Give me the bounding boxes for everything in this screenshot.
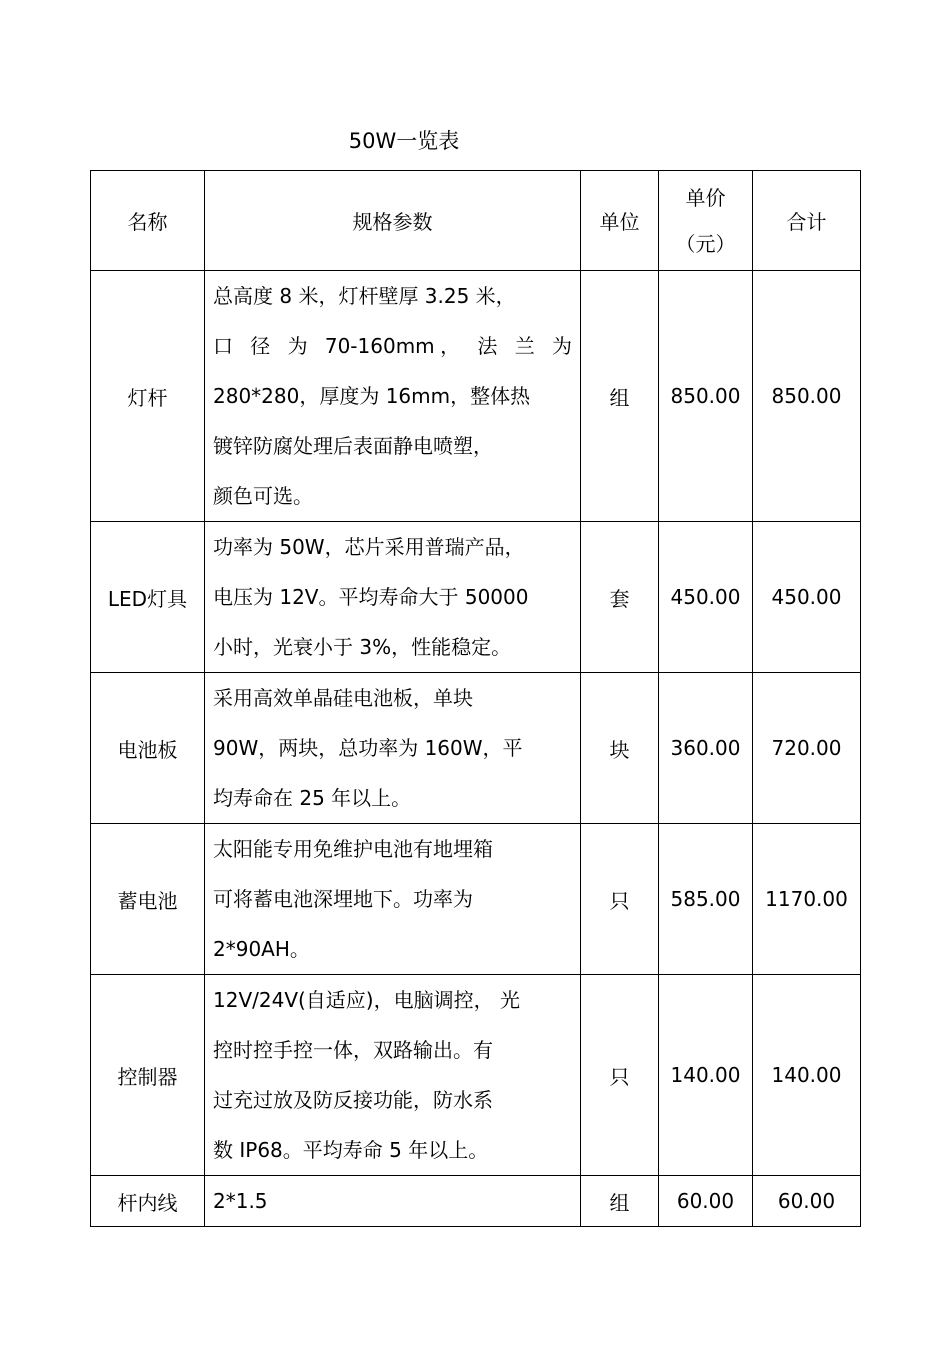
table-row xyxy=(91,271,861,522)
spec-line: 2*90AH。 xyxy=(213,937,310,961)
row-name: LED灯具 xyxy=(91,522,205,673)
row-unit: 组 xyxy=(581,271,659,522)
row-total: 140.00 xyxy=(753,975,861,1176)
row-spec xyxy=(205,1176,581,1227)
spec-line: 镀锌防腐处理后表面静电喷塑， xyxy=(213,434,493,458)
header-name: 名称 xyxy=(91,171,205,271)
row-price: 360.00 xyxy=(659,673,753,824)
header-price xyxy=(659,171,753,271)
spec-line: 90W，两块，总功率为 160W，平 xyxy=(213,736,523,760)
spec-line: 功率为 50W，芯片采用普瑞产品， xyxy=(213,535,525,559)
row-unit: 只 xyxy=(581,975,659,1176)
table-row xyxy=(91,824,861,975)
spec-line: 口 径 为 70-160mm， 法 兰 为 xyxy=(213,334,572,358)
row-spec xyxy=(205,673,581,824)
spec-line: 数 IP68。平均寿命 5 年以上。 xyxy=(213,1138,489,1162)
row-unit: 套 xyxy=(581,522,659,673)
header-price-line1: 单价 xyxy=(685,185,726,210)
row-name: 控制器 xyxy=(91,975,205,1176)
row-name: 杆内线 xyxy=(91,1176,205,1227)
table-row xyxy=(91,1176,861,1227)
row-price: 60.00 xyxy=(659,1176,753,1227)
row-unit: 组 xyxy=(581,1176,659,1227)
spec-line: 均寿命在 25 年以上。 xyxy=(213,786,412,810)
page-title: 50W一览表 xyxy=(348,129,460,153)
row-total: 450.00 xyxy=(753,522,861,673)
header-total: 合计 xyxy=(753,171,861,271)
spec-line: 电压为 12V。平均寿命大于 50000 xyxy=(213,585,529,609)
spec-line: 2*1.5 xyxy=(213,1189,268,1213)
row-price: 585.00 xyxy=(659,824,753,975)
spec-line: 采用高效单晶硅电池板，单块 xyxy=(213,686,473,710)
row-unit: 块 xyxy=(581,673,659,824)
row-total: 720.00 xyxy=(753,673,861,824)
spec-line: 太阳能专用免维护电池有地埋箱 xyxy=(213,837,493,861)
spec-table xyxy=(90,170,861,1227)
row-unit: 只 xyxy=(581,824,659,975)
row-spec xyxy=(205,824,581,975)
row-total: 1170.00 xyxy=(753,824,861,975)
spec-line: 可将蓄电池深埋地下。功率为 xyxy=(213,887,473,911)
header-row xyxy=(91,171,861,271)
row-total: 850.00 xyxy=(753,271,861,522)
spec-line: 小时，光衰小于 3%，性能稳定。 xyxy=(213,635,512,659)
table-body xyxy=(91,271,861,1227)
header-unit: 单位 xyxy=(581,171,659,271)
table-row xyxy=(91,975,861,1176)
spec-line: 总高度 8 米，灯杆壁厚 3.25 米， xyxy=(213,284,516,308)
row-spec xyxy=(205,975,581,1176)
row-name: 电池板 xyxy=(91,673,205,824)
table-row xyxy=(91,522,861,673)
header-spec: 规格参数 xyxy=(205,171,581,271)
row-total: 60.00 xyxy=(753,1176,861,1227)
header-price-line2: （元） xyxy=(675,231,736,256)
spec-line: 12V/24V(自适应)，电脑调控， 光 xyxy=(213,988,520,1012)
spec-line: 280*280，厚度为 16mm，整体热 xyxy=(213,384,531,408)
spec-line: 过充过放及防反接功能，防水系 xyxy=(213,1088,493,1112)
row-spec xyxy=(205,522,581,673)
spec-line: 颜色可选。 xyxy=(213,484,313,508)
row-price: 140.00 xyxy=(659,975,753,1176)
row-name: 灯杆 xyxy=(91,271,205,522)
spec-line: 控时控手控一体，双路输出。有 xyxy=(213,1038,493,1062)
row-price: 850.00 xyxy=(659,271,753,522)
row-price: 450.00 xyxy=(659,522,753,673)
row-name: 蓄电池 xyxy=(91,824,205,975)
table-row xyxy=(91,673,861,824)
row-spec xyxy=(205,271,581,522)
